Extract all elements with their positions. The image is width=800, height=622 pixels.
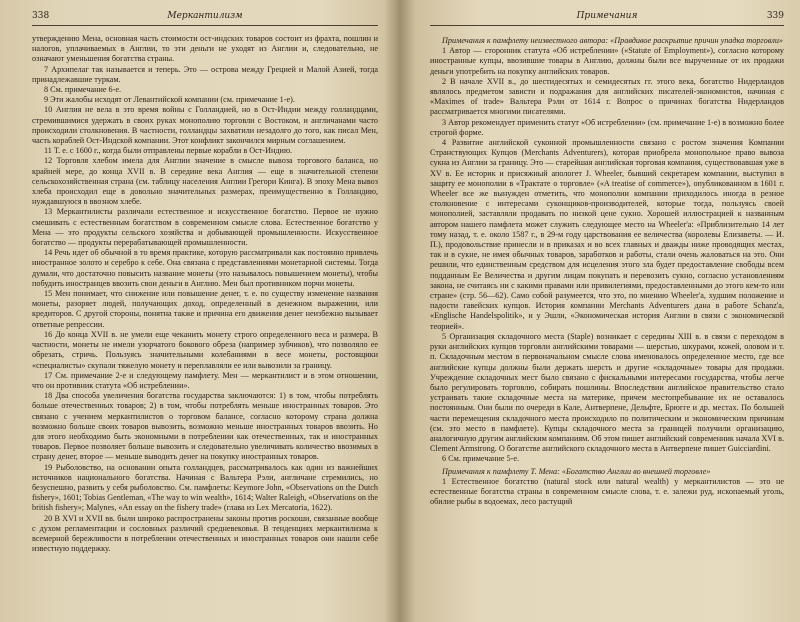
note-paragraph: 1 Естественное богатство (natural stock или natural wealth) у меркантилистов — это не естественные богатства страны в современном смысле слова, т. е. залежи руд, ископаемый уголь, обилие рыбы в водоемах, лесо растущий xyxy=(430,476,784,507)
right-page xyxy=(408,0,794,622)
left-page-header xyxy=(32,11,378,26)
note-paragraph: 12 Торговля хлебом имела для Англии значение в смысле вывоза торгового баланса, но крайней мере, до конца XVII в. В середине века Англия — еще в значительной степени сельскохозяйственная страна (см. таблицу населения Англии Грегори Кинга). В эпоху Мена вывоз хлеба происходил еще в довольно значительных размерах, преимущественно в Голландию, нуждавшуюся в ввозном хлебе. xyxy=(32,156,378,207)
left-page xyxy=(10,0,388,622)
note-paragraph: 13 Меркантилисты различали естественное и искусственное богатство. Первое не нужно смешивать с естественным богатством в современном смысле слова. Естественное богатство у Мена — это продукты сельского хозяйства и добывающей промышленности. Искусственное богатство — продукты перерабатывающей промышленности. xyxy=(32,207,378,248)
note-paragraph: 2 В начале XVII в., до шестидесятых и семидесятых гг. этого века, богатство Нидерландов являлось предметом зависти и подражания для английских писателей-экономистов, начиная с «Maximes of trade» Вальтера Рэли от 1614 г. Вопрос о причинах богатства Нидерландов рассматривается многими писателями. xyxy=(430,76,784,117)
section-heading: Примечания к памфлету неизвестного автора: «Правдивое раскрытие причин упадка торговли» xyxy=(442,36,784,45)
note-paragraph: 20 В XVI и XVII вв. были широко распространены законы против роскоши, связанные вообще с духом регламентации и сословных различий средневековья. В тенденциях меркантилизма к всемерной бережливости в потреблении отечественных и иностранных товаров они нашли себе известную поддержку. xyxy=(32,513,378,554)
note-paragraph: 1 Автор — сторонник статута «Об истреблении» («Statute of Employment»), согласно которому иностранные купцы, ввозившие товары в Англию, должны были все вырученные от их продажи деньги употребить на покупку английских товаров. xyxy=(430,46,784,76)
note-paragraph: 15 Мен понимает, что снижение или повышение денег, т. е. по существу изменение названия монеты, разоряет людей, получающих доход, определенный в денежном выражении, или кредиторов. С другой стороны, понятна также и причина его движения денег неизбежно вызывает ответные репрессии. xyxy=(32,289,378,329)
note-paragraph: 18 Два способа увеличения богатства государства заключаются: 1) в том, чтобы потреблять больше отечественных товаров; 2) в том, чтобы потреблять меньше иностранных товаров. Это связано с учением меркантилистов о торговом балансе, согласно которому страна должна возможно больше своих товаров вывозить, возможно меньше иностранных товаров ввозить. Но для этого необходимо быть экономными в потреблении как отечественных, так и иностранных товаров. Первое позволяет больше вывозить и следовательно увеличивать количество ввозимых в страну денег, второе — меньше выводить денег на покупку иностранных товаров. xyxy=(32,391,378,462)
note-paragraph: 16 До конца XVII в. не умели еще чеканить монету строго определенного веса и размера. В частности, монеты не имели узорчатого бокового обреза (например зубчиков), что позволяло ее обрезать, стричь. Пользуясь значительными колебаниями в весе монеты, ростовщики «специалисты» скупали тяжелую монету и переплавляли ее или вывозили за границу. xyxy=(32,329,378,370)
note-paragraph: 19 Рыболовство, на основании опыта голландцев, рассматривалось как один из важнейших источников национального богатства. Начиная с Вальтера Рэли, англичане стремились, но безуспешно, развить у себя рыболовство. См. памфлеты: Keymore John, «Observations on the Dutch fishery», 1601; Tobias Gentleman, «The way to win wealth», 1614; Walter Raleigh, «Observations on the british fishery»; Malynes, «An essay on the fishery trade» (глава из Lex Mercatoria, 1622). xyxy=(32,462,378,513)
left-page-body xyxy=(32,34,378,616)
note-paragraph: 10 Англия не вела в это время войны с Голландией, но в Ост-Индии между голландцами, стремившимися удержать в своих руках монополию торговли с Востоком, и англичанами часто происходили столкновения. В частности, голландцы захватили незадолго до того, как писал Мен, часть кораблей Ост-Индской компании. Этот конфликт закончился мирным соглашением. xyxy=(32,105,378,146)
note-paragraph: 4 Развитие английской суконной промышленности связано с ростом значения Компании Странствующих Купцов (Merchants Adventurers), которая приобрела монопольное право вывоза сукна из Англии за границу. Это — старейшая английская торговая компания, существовавшая уже в XV в. Ее историк и присяжный апологет J. Wheeler, бывший секретарем компании, выступил в защиту ее монополии в «Трактате о торговле» («A treatise of commerce»), опубликованном в 1601 г. Wheeler все же вынужден отметить, что монополии компании приходилось иногда в резное столкновение с интересами суконщиков-производителей, которые тогда, пользуясь своей монополией, заставляли продавать по низкой цене сукно. Хорошей иллюстрацией к названным автором нашего памфлета может служить следующее место на Wheeler'а: «Приблизительно 14 лет тому назад, т. е. около 1587 г., в 29-м году царствования ее величества (королевы Елизаветы. — И. П.), продовольствие принесли и в приказах и во всех главных и дважды ниже проводящих местах, так и в сукне, не имея обычных товаров, заработков и работы, стали очень жаловаться на это. Они решили, что единственным средством для исцеления этого зла будет предоставление свободы всем подданным Ее Величества и другим лицам покупать и перевозить сукно, согласно установлениям закона, не считаясь ни с какими правами или привилегиями, предоставленными до этого кем-то или стране» (стр. 56—62). Само собой разумеется, что это, по мнению Wheeler'а, худшим положение и падости гавейских купцов. История компании Merchants Adventurers дана в работе Schanz'а, «Englische Handelspolitik», и у Эшли, «Экономическая история Англии в связи с экономической теорией». xyxy=(430,138,784,331)
note-paragraph: 17 См. примечание 2-е и следующему памфлету. Мен — меркантилист и в этом отношении, что он противник статута «Об истреблении». xyxy=(32,370,378,390)
note-paragraph: 11 Т. е. с 1600 г., когда были отправлены первые корабли в Ост-Индию. xyxy=(44,146,293,156)
note-paragraph: 9 Эти жалобы исходят от Левантийской компании (см. примечание 1-е). xyxy=(44,95,295,105)
running-head: Меркантилизм xyxy=(167,11,243,21)
note-paragraph: 3 Автор рекомендует применить статут «Об истреблении» (см. примечание 1-е) в возможно более строгой форме. xyxy=(430,117,784,137)
right-page-body xyxy=(430,34,784,616)
note-paragraph: 14 Речь идет об обычной в то время практике, которую рассматривали как постоянно привлечь иностранное золото и серебро к себе. Она связана с представлениями монетарной системы. Тогда думали, что достаточно повысить название монеты (это называлось повышением монеты), чтобы побудить иностранцев ввозить свои деньги в Англию. Мен был противником порчи монеты. xyxy=(32,248,378,288)
page-number: 339 xyxy=(766,11,784,21)
note-paragraph: 5 Организация складочного места (Staple) возникает с середины XIII в. в связи с переходом в руки английских купцов торговли английскими товарами — шерстью, шкурами, кожей, оловом и т. п. Складочным местом в первоначальном смысле слова именовалось определенное место, где все английские купцы должны были держать шерсть и другие «складочные» товары для продажи. Учреждение складочных мест было связано с фискальными интересами государства, чтобы легче было регулировать торговлю, собирать пошлины. Впоследствии английское правительство стало устраивать такие складочные места на материке, причем местопребывание их не оставалось постоянным. Они были по очереди в Кале, Антверпене, Дельфте, Брюгге и др. местах. По большей части перемещения складочного места происходило по политическим и экономическим причинам (см. это место в памфлете). Купцы складочного места за границей получили организацию, аналогичную другим английским компаниям. Об этом пишет английский современник начала XVI в. Clement Armstrong. О богатстве английского складочного места в Антверпене пишет Guicciardini. xyxy=(430,331,784,454)
running-head: Примечания xyxy=(576,11,638,21)
note-paragraph: утверждению Мена, основная часть стоимости ост-индских товаров состоит из фрахта, пошлин и налогов, уплачиваемых в Англии, то эти деньги не уходят из Англии и, следовательно, не означают уменьшения богатства страны. xyxy=(32,34,378,64)
section-heading: Примечания к памфлету Т. Мена: «Богатство Англии во внешней торговле» xyxy=(442,466,711,476)
note-paragraph: 8 См. примечание 6-е. xyxy=(44,85,122,95)
note-paragraph: 6 См. примечание 5-е. xyxy=(442,454,520,464)
note-paragraph: 7 Архипелаг так называется и теперь. Это — острова между Грецией и Малой Азией, тогда принадлежавшие туркам. xyxy=(32,64,378,84)
page-number: 338 xyxy=(32,11,50,21)
right-page-header xyxy=(430,11,784,26)
